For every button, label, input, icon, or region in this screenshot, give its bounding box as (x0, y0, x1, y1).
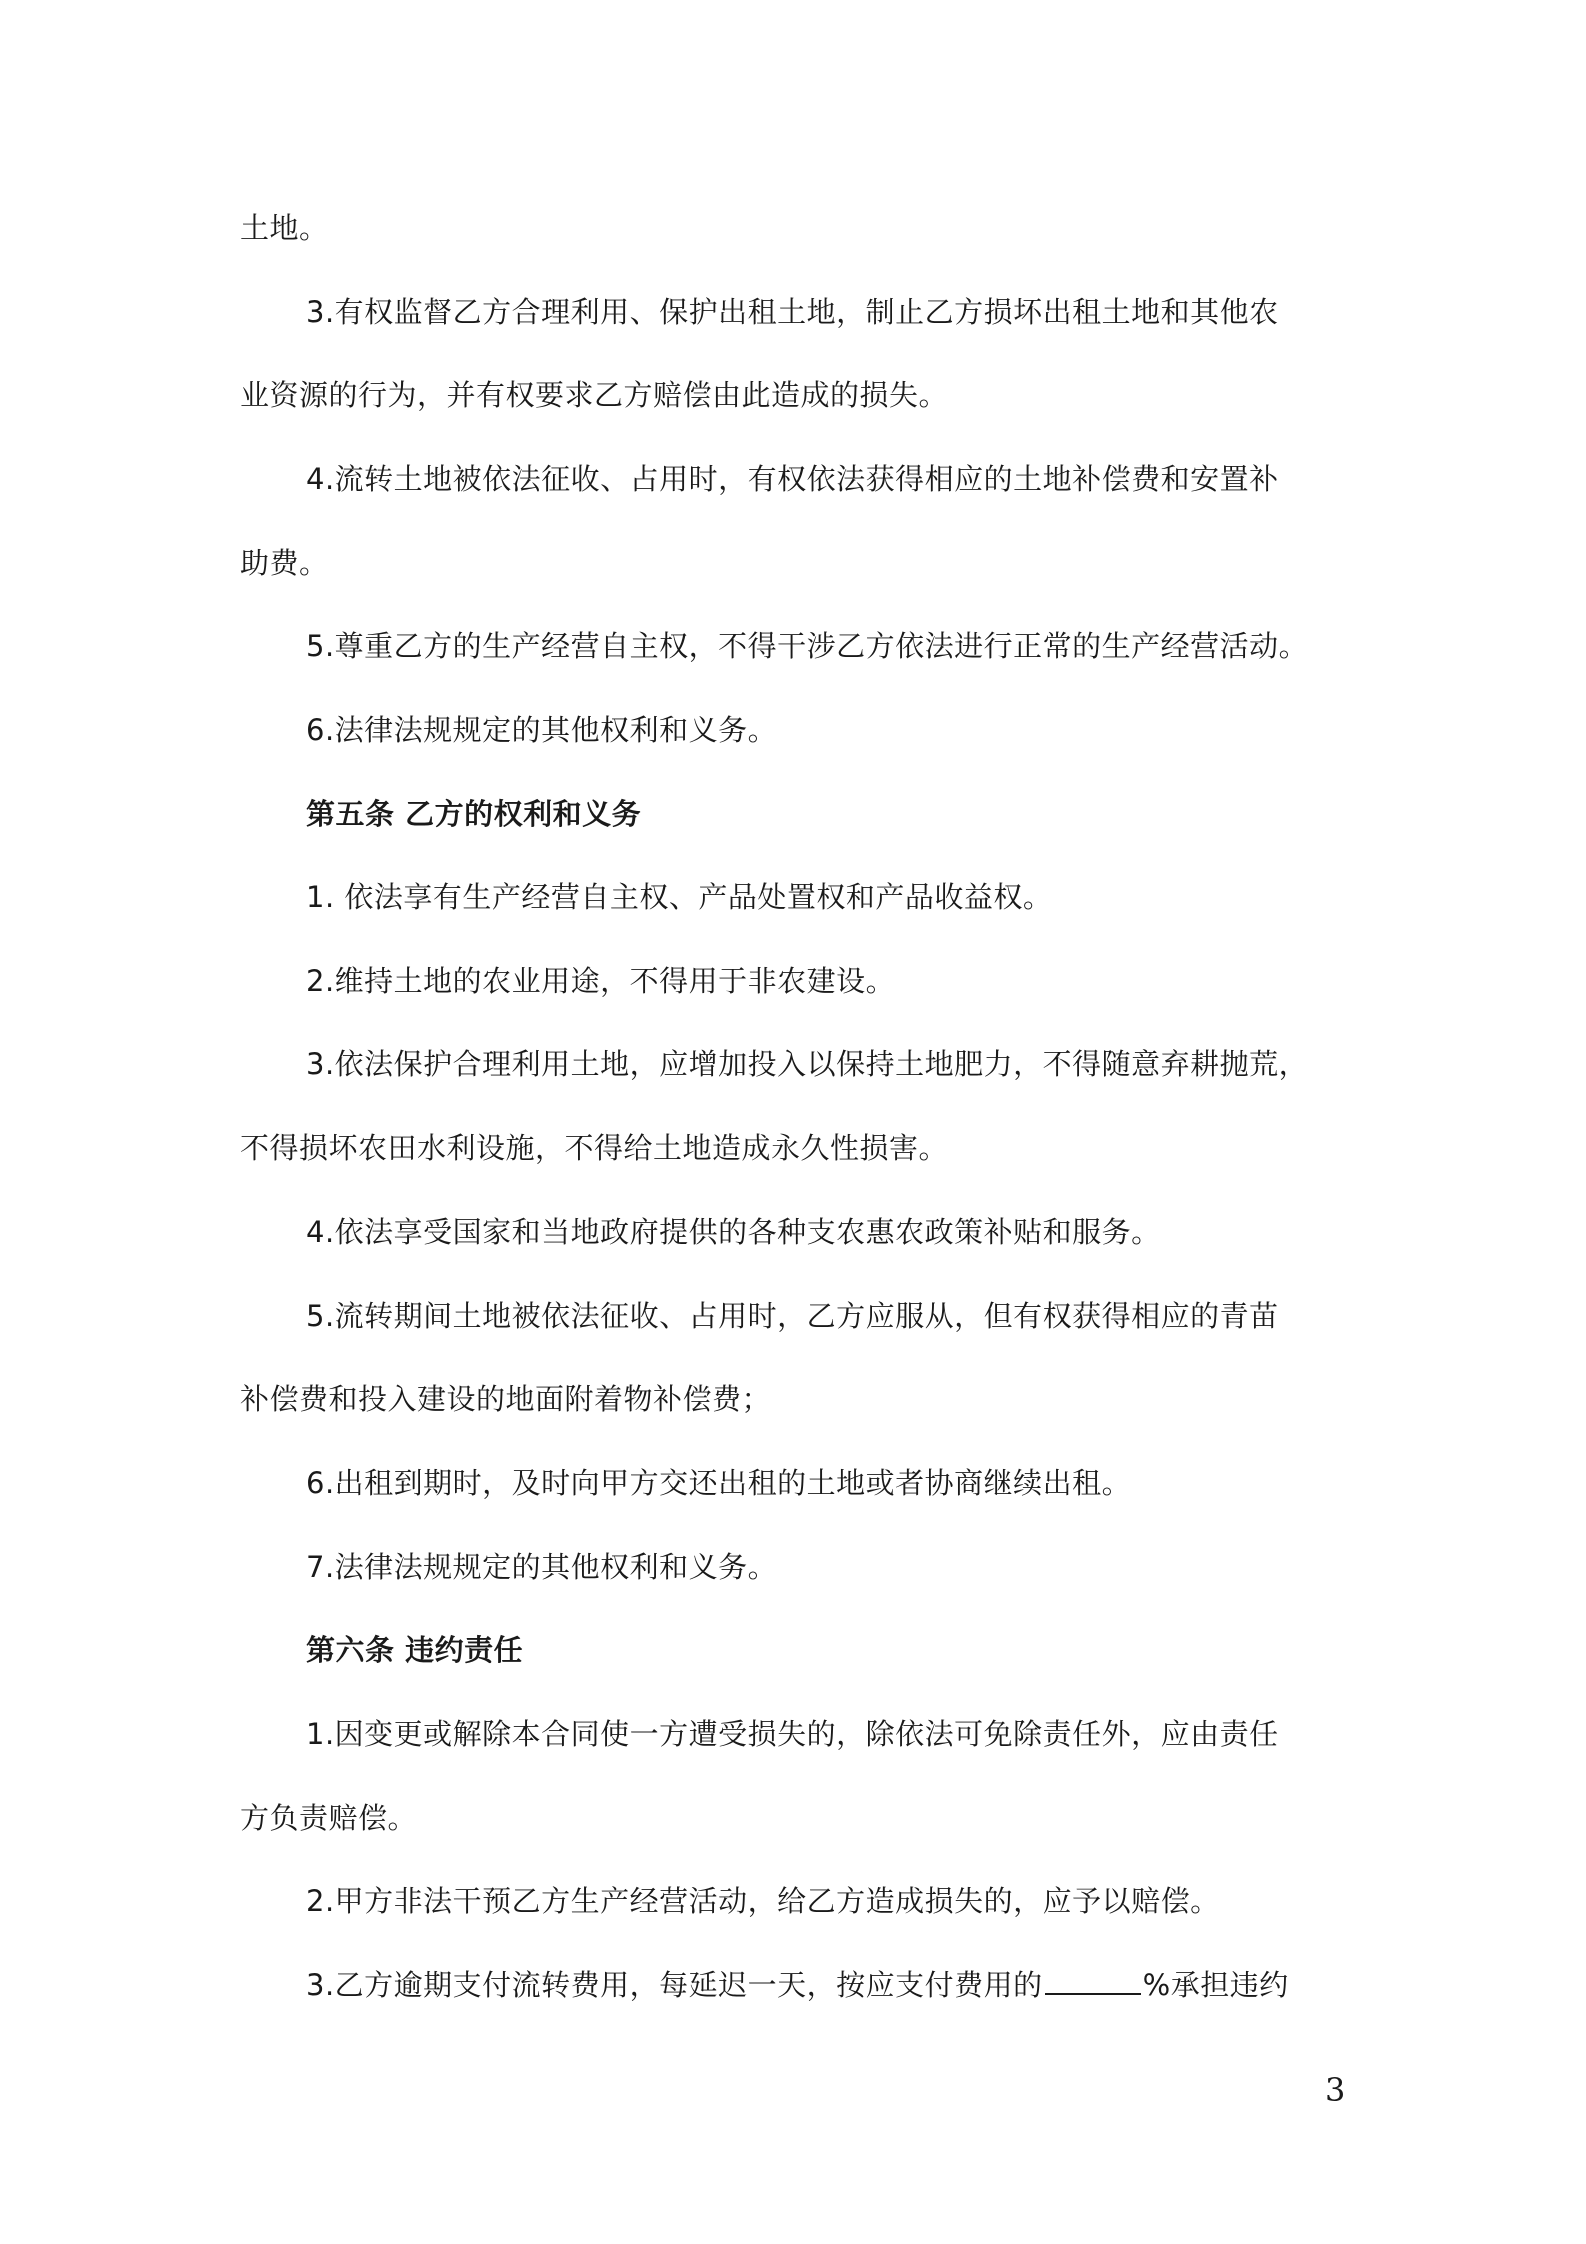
paragraph-line: 2.维持土地的农业用途，不得用于非农建设。 (306, 964, 896, 998)
paragraph-line: 土地。 (240, 211, 329, 245)
paragraph-line: 3.有权监督乙方合理利用、保护出租土地，制止乙方损坏出租土地和其他农 (306, 295, 1279, 329)
paragraph-line: 方负责赔偿。 (240, 1801, 418, 1835)
paragraph-line: 4.流转土地被依法征收、占用时，有权依法获得相应的土地补偿费和安置补 (306, 462, 1279, 496)
paragraph-line: 6.出租到期时，及时向甲方交还出租的土地或者协商继续出租。 (306, 1466, 1132, 1500)
paragraph-line: 业资源的行为，并有权要求乙方赔偿由此造成的损失。 (240, 378, 949, 412)
text-before-blank: 3.乙方逾期支付流转费用，每延迟一天，按应支付费用的 (306, 1968, 1043, 2002)
section-heading: 第五条 乙方的权利和义务 (306, 797, 642, 831)
text-after-blank: %承担违约 (1142, 1968, 1289, 2002)
paragraph-line: 5.尊重乙方的生产经营自主权，不得干涉乙方依法进行正常的生产经营活动。 (306, 629, 1309, 663)
paragraph-line: 1. 依法享有生产经营自主权、产品处置权和产品收益权。 (306, 880, 1053, 914)
paragraph-line: 4.依法享受国家和当地政府提供的各种支农惠农政策补贴和服务。 (306, 1215, 1161, 1249)
paragraph-line: 1.因变更或解除本合同使一方遭受损失的，除依法可免除责任外，应由责任 (306, 1717, 1279, 1751)
paragraph-line-with-blank (306, 1965, 1289, 2005)
paragraph-line: 助费。 (240, 546, 329, 580)
paragraph-line: 6.法律法规规定的其他权利和义务。 (306, 713, 778, 747)
paragraph-line: 5.流转期间土地被依法征收、占用时，乙方应服从，但有权获得相应的青苗 (306, 1299, 1279, 1333)
paragraph-line: 3.依法保护合理利用土地，应增加投入以保持土地肥力，不得随意弃耕抛荒， (306, 1047, 1309, 1081)
paragraph-line: 补偿费和投入建设的地面附着物补偿费； (240, 1382, 772, 1416)
fill-in-blank (1045, 1965, 1141, 1995)
paragraph-line: 2.甲方非法干预乙方生产经营活动，给乙方造成损失的，应予以赔偿。 (306, 1884, 1220, 1918)
paragraph-line: 7.法律法规规定的其他权利和义务。 (306, 1550, 778, 1584)
section-heading: 第六条 违约责任 (306, 1633, 524, 1667)
paragraph-line: 不得损坏农田水利设施，不得给土地造成永久性损害。 (240, 1131, 949, 1165)
page-number: 3 (1325, 2071, 1346, 2109)
